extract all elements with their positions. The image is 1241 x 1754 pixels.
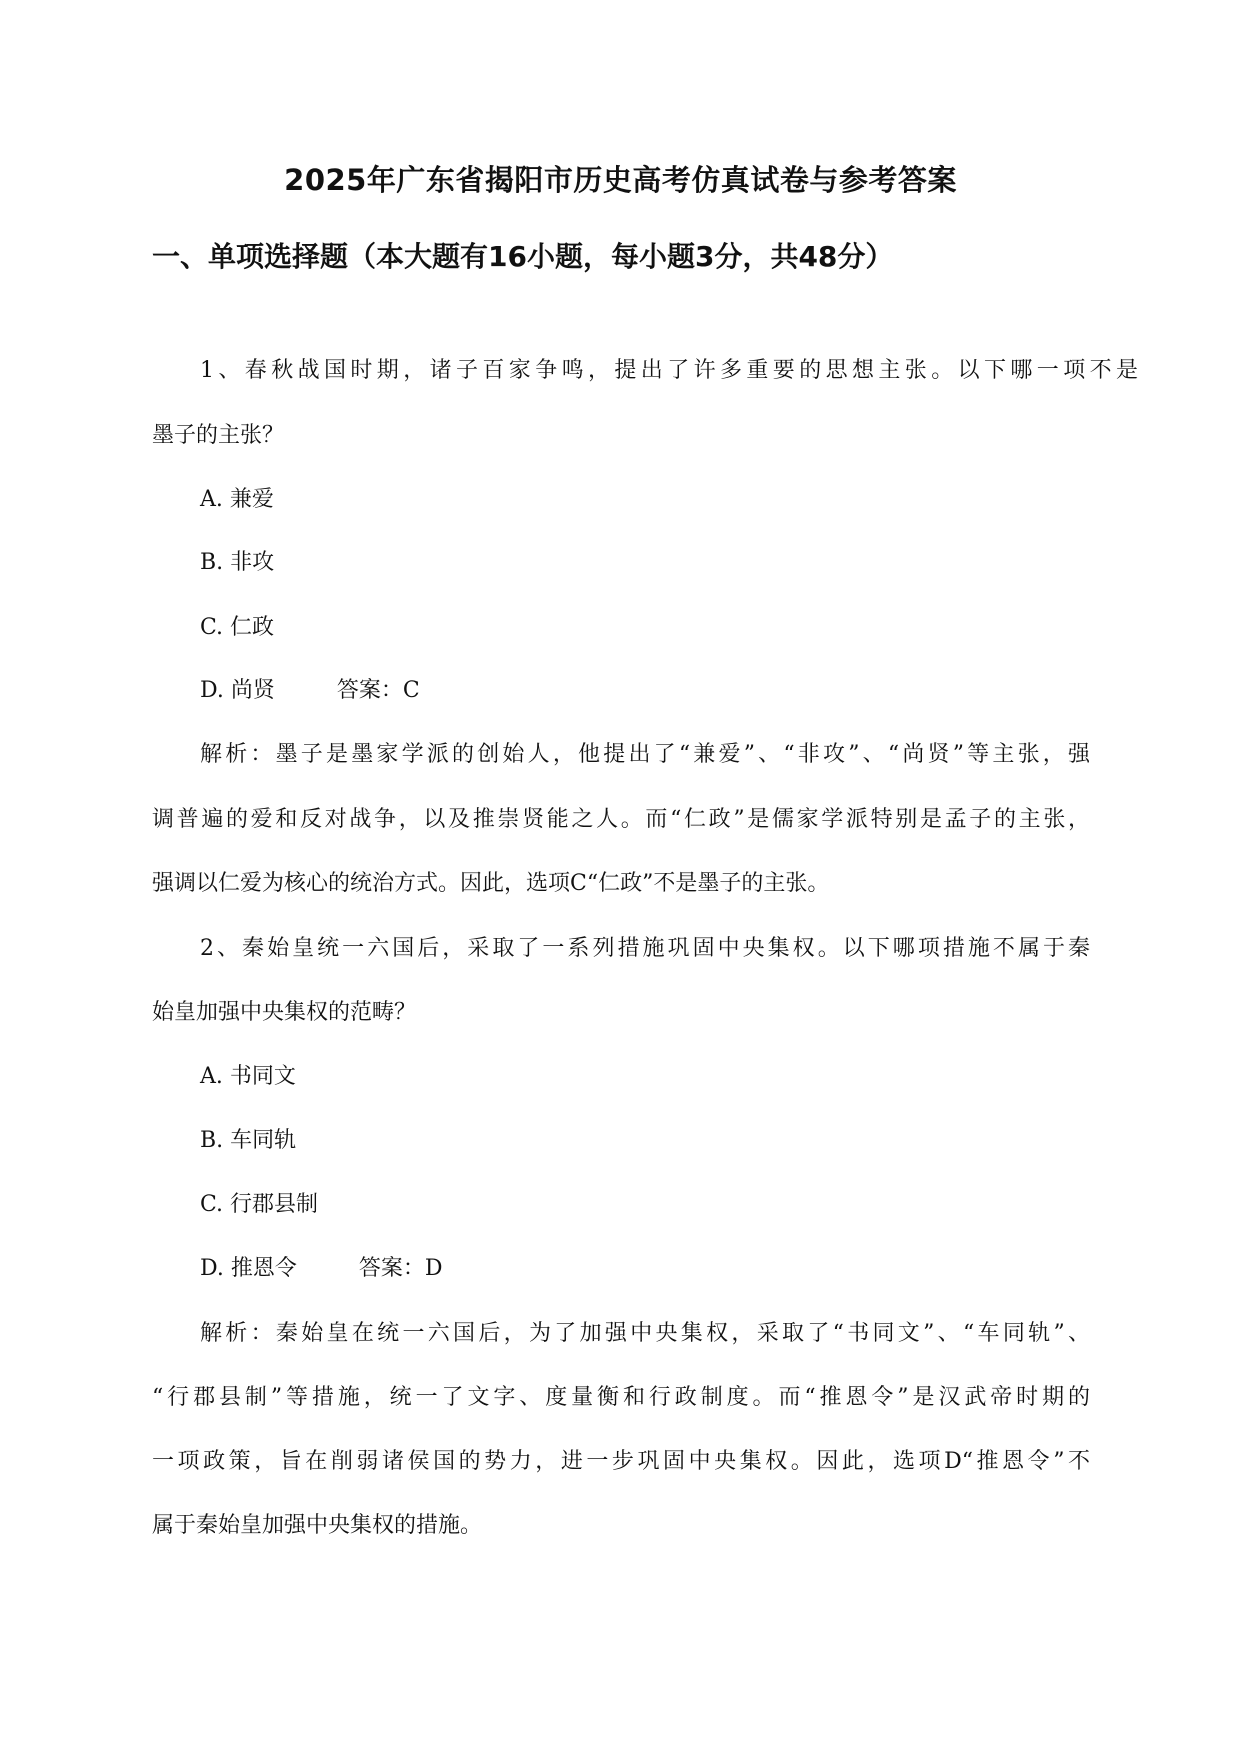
q2-option-b: B. 车同轨	[200, 1128, 297, 1153]
q2-analysis-line-3: 一项政策，旨在削弱诸侯国的势力，进一步巩固中央集权。因此，选项D“推恩令”不	[152, 1449, 1090, 1474]
section-heading: 一、单项选择题（本大题有16小题，每小题3分，共48分）	[152, 240, 894, 273]
q1-option-a: A. 兼爱	[200, 487, 274, 512]
q1-answer: 答案：C	[336, 678, 420, 703]
q2-option-a: A. 书同文	[200, 1064, 296, 1089]
q2-stem-line-2: 始皇加强中央集权的范畴？	[152, 1000, 417, 1025]
q1-option-d: D. 尚贤	[200, 678, 275, 703]
q1-analysis-line-2: 调普遍的爱和反对战争，以及推崇贤能之人。而“仁政”是儒家学派特别是孟子的主张，	[152, 807, 1090, 832]
q2-analysis-line-1: 解析：秦始皇在统一六国后，为了加强中央集权，采取了“书同文”、“车同轨”、	[200, 1321, 1090, 1346]
q1-stem-line-1: 1、春秋战国时期，诸子百家争鸣，提出了许多重要的思想主张。以下哪一项不是	[200, 358, 1138, 383]
q2-option-d: D. 推恩令	[200, 1256, 297, 1281]
q1-option-c: C. 仁政	[200, 615, 275, 640]
q2-option-d-row	[200, 1251, 442, 1282]
q2-analysis-line-4: 属于秦始皇加强中央集权的措施。	[152, 1513, 483, 1538]
q1-analysis-line-1: 解析：墨子是墨家学派的创始人，他提出了“兼爱”、“非攻”、“尚贤”等主张，强	[200, 742, 1090, 767]
q1-analysis-line-3: 强调以仁爱为核心的统治方式。因此，选项C“仁政”不是墨子的主张。	[152, 871, 830, 896]
q1-option-b: B. 非攻	[200, 550, 275, 575]
q2-option-c: C. 行郡县制	[200, 1192, 319, 1217]
q1-stem-line-2: 墨子的主张？	[152, 423, 285, 448]
document-title: 2025年广东省揭阳市历史高考仿真试卷与参考答案	[284, 163, 957, 197]
q2-stem-line-1: 2、秦始皇统一六国后，采取了一系列措施巩固中央集权。以下哪项措施不属于秦	[200, 936, 1090, 961]
q1-option-d-row	[200, 673, 420, 704]
q2-answer: 答案：D	[358, 1256, 443, 1281]
q2-analysis-line-2: “行郡县制”等措施，统一了文字、度量衡和行政制度。而“推恩令”是汉武帝时期的	[152, 1385, 1090, 1410]
